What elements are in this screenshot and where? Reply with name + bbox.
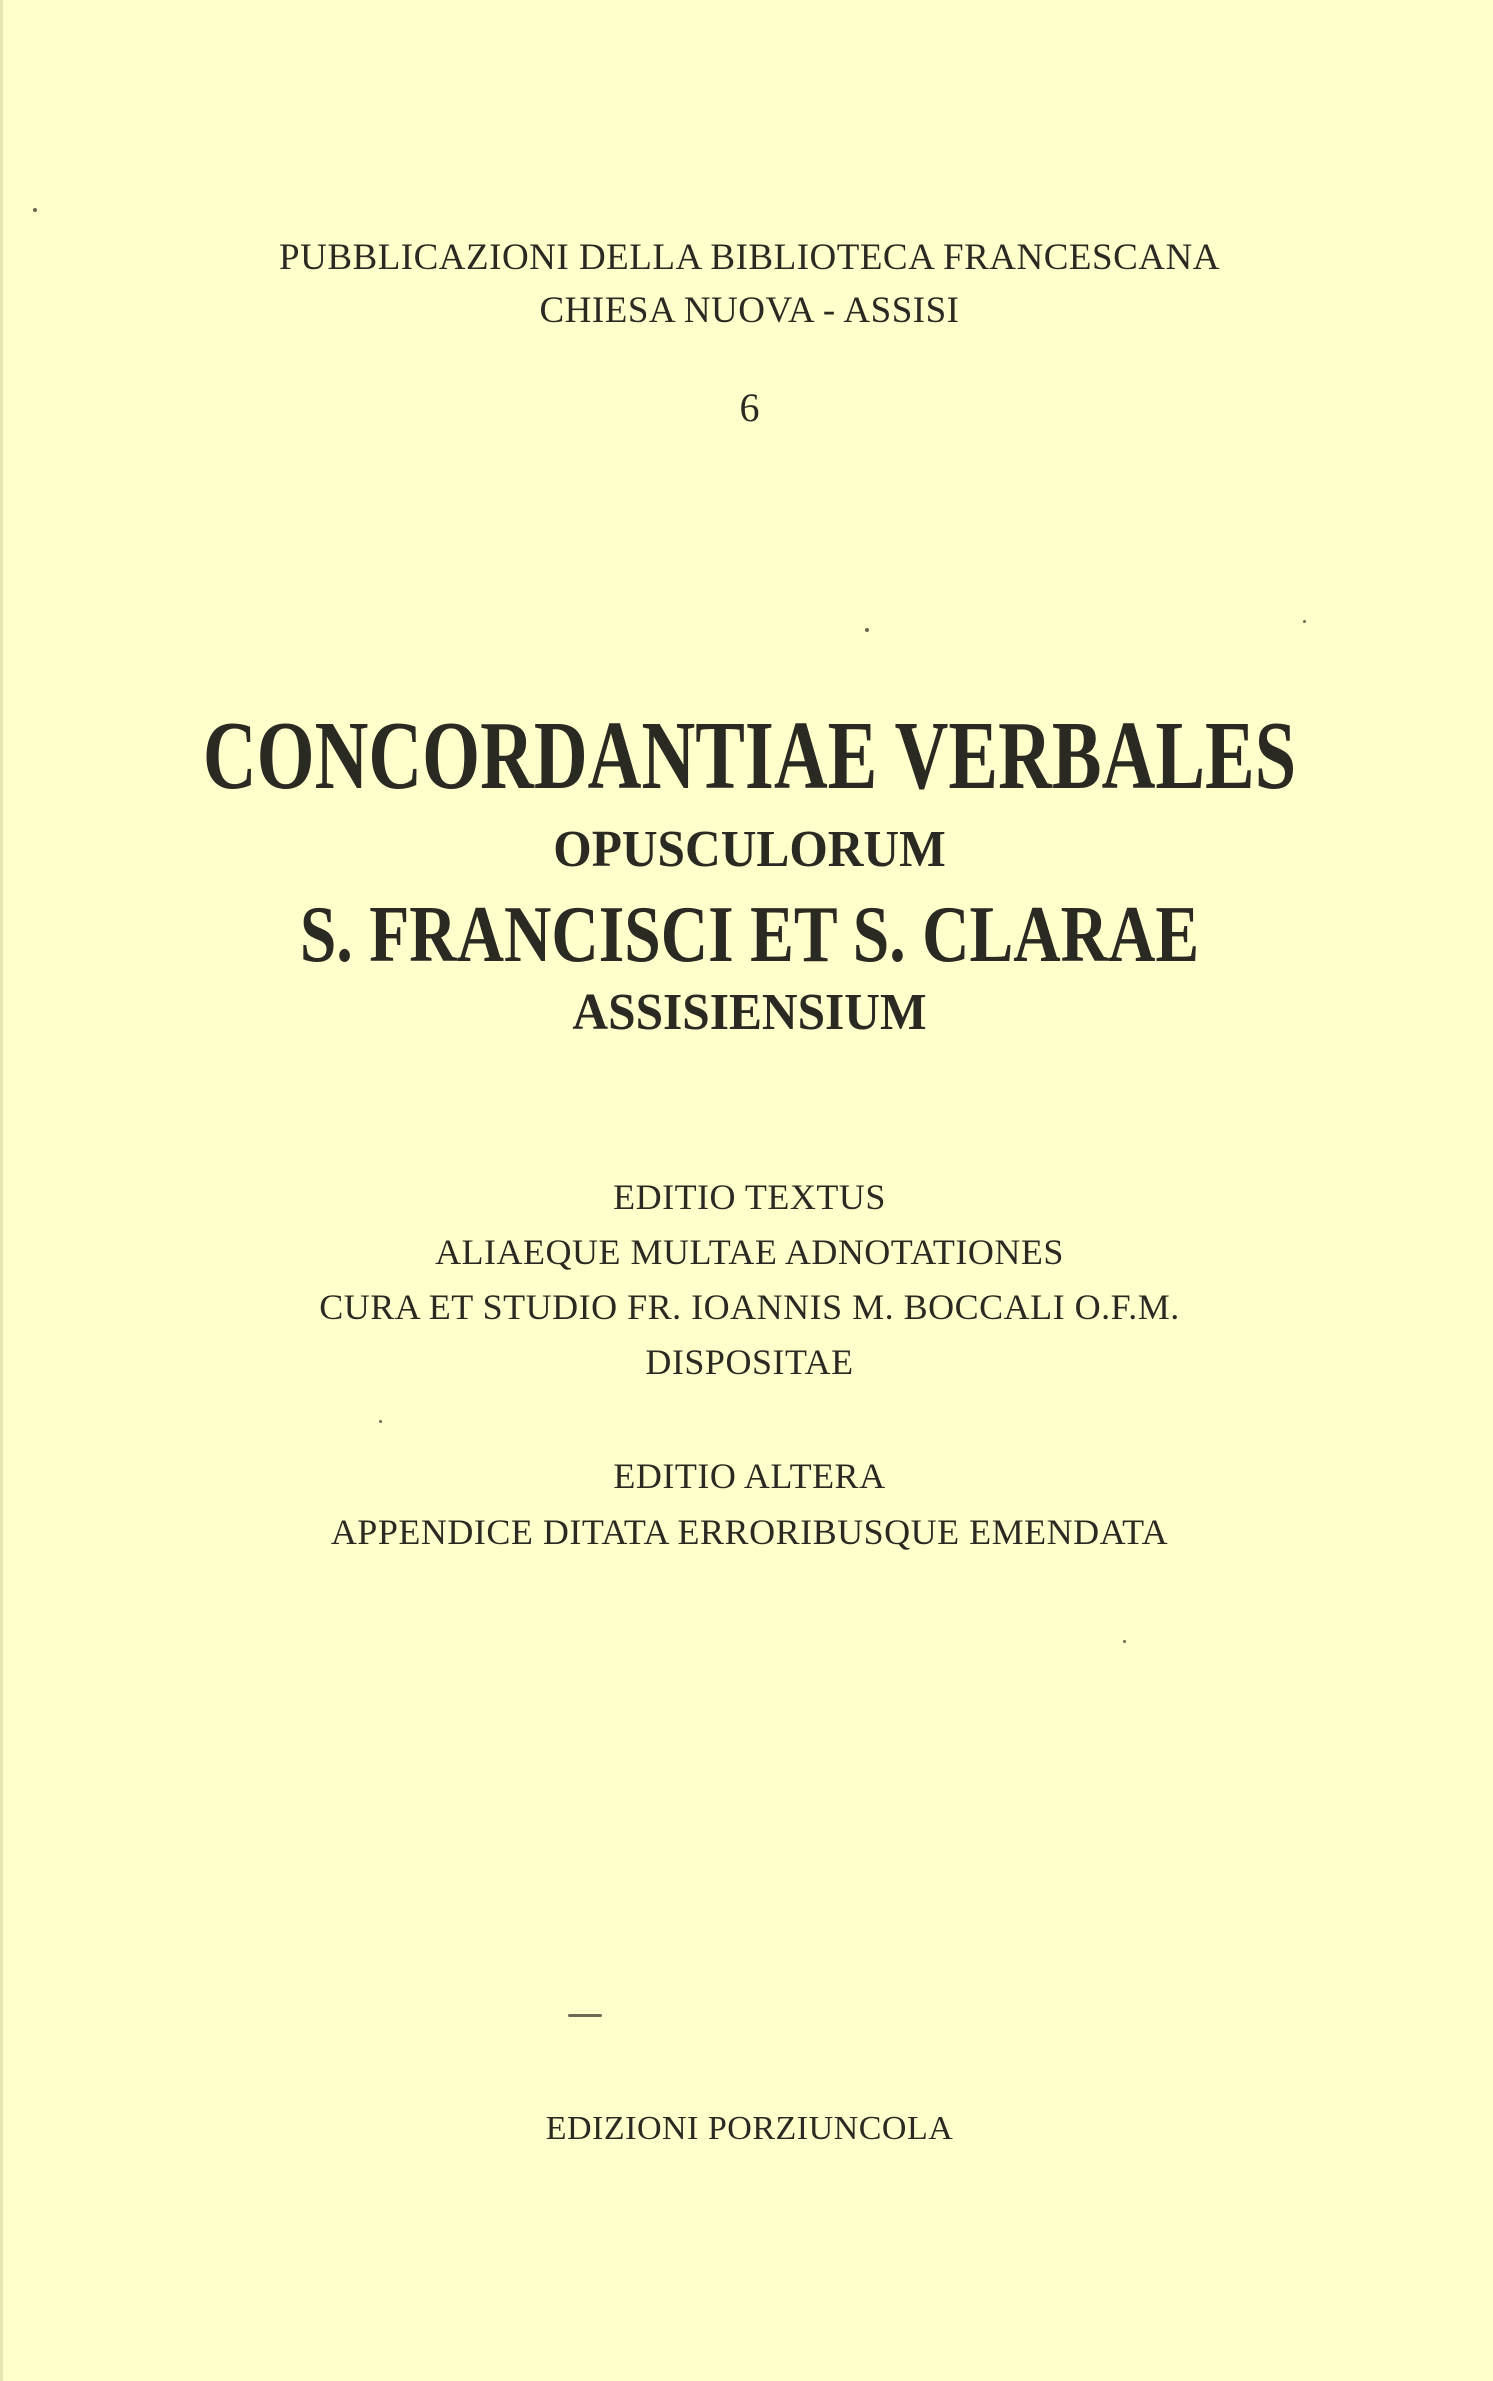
paper-speck xyxy=(33,208,37,212)
series-location: CHIESA NUOVA - ASSISI xyxy=(539,290,960,331)
paper-mark xyxy=(568,2014,602,2017)
second-edition-line-2: APPENDICE DITATA ERRORIBUSQUE EMENDATA xyxy=(330,1512,1169,1552)
paper-speck xyxy=(865,628,869,632)
second-edition-line-1: EDITIO ALTERA xyxy=(613,1456,886,1496)
paper-speck xyxy=(379,1420,382,1423)
volume-number: 6 xyxy=(739,385,760,430)
subtitle-opusculorum: OPUSCULORUM xyxy=(553,821,946,878)
publisher-name: EDIZIONI PORZIUNCOLA xyxy=(545,2110,954,2147)
edition-line-2: ALIAEQUE MULTAE ADNOTATIONES xyxy=(435,1232,1064,1272)
main-title: CONCORDANTIAE VERBALES xyxy=(202,702,1297,810)
paper-speck xyxy=(1123,1640,1126,1643)
subtitle-assisiensium: ASSISIENSIUM xyxy=(572,984,927,1041)
edition-line-4: DISPOSITAE xyxy=(645,1342,854,1382)
subtitle-authors: S. FRANCISCI ET S. CLARAE xyxy=(299,891,1200,979)
edition-line-1: EDITIO TEXTUS xyxy=(613,1177,886,1217)
edition-line-3: CURA ET STUDIO FR. IOANNIS M. BOCCALI O.F.M. xyxy=(319,1287,1180,1327)
series-title: PUBBLICAZIONI DELLA BIBLIOTECA FRANCESCANA xyxy=(279,237,1220,278)
paper-speck xyxy=(1303,620,1306,623)
